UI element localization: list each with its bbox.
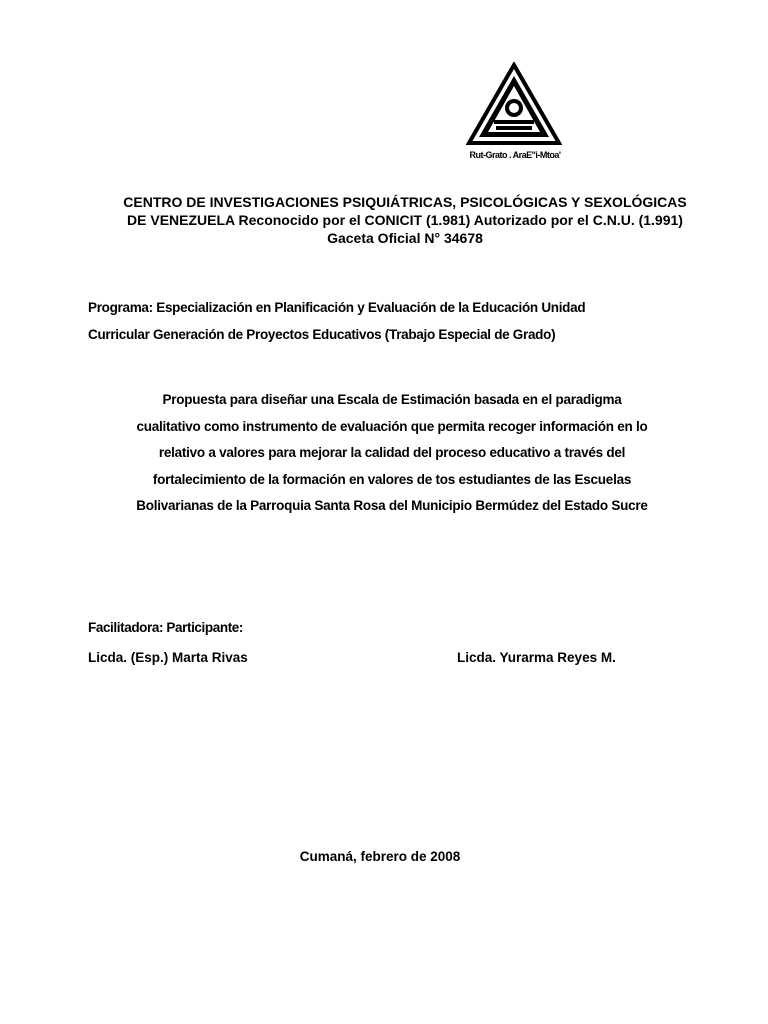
- proposal-line: cualitativo como instrumento de evaluación que permita recoger información en lo: [136, 418, 648, 434]
- proposal-line: relativo a valores para mejorar la calidad del proceso educativo a través del: [158, 445, 626, 460]
- program-line: Curricular Generación de Proyectos Educativos (Trabajo Especial de Grado): [88, 327, 556, 342]
- header-line: DE VENEZUELA Reconocido por el CONICIT (1.981) Autorizado por el C.N.U. (1.991): [127, 212, 683, 228]
- program-description: [88, 294, 728, 348]
- program-line: Programa: Especialización en Planificación y Evaluación de la Educación Unidad: [88, 300, 586, 315]
- proposal-title: [90, 387, 694, 520]
- proposal-line: Bolivarianas de la Parroquia Santa Rosa del Municipio Bermúdez del Estado Sucre: [136, 498, 648, 513]
- header-line: CENTRO DE INVESTIGACIONES PSIQUIÁTRICAS, PSICOLÓGICAS Y SEXOLÓGICAS: [123, 194, 687, 210]
- place-and-date: Cumaná, febrero de 2008: [299, 849, 461, 864]
- facilitator-name: Licda. (Esp.) Marta Rivas: [88, 650, 248, 665]
- header-line: Gaceta Oficial N° 34678: [327, 230, 483, 246]
- roles-label: Facilitadora: Participante:: [88, 620, 243, 635]
- proposal-line: fortalecimiento de la formación en valores de tos estudiantes de las Escuelas: [152, 471, 632, 487]
- participant-name: Licda. Yurarma Reyes M.: [457, 650, 616, 665]
- seal-caption: Rut-Grato . AraE"i-Mtoa': [469, 150, 561, 160]
- proposal-line: Propuesta para diseñar una Escala de Estimación basada en el paradigma: [162, 392, 622, 407]
- institution-header: [60, 193, 750, 247]
- institution-seal-icon: [466, 62, 562, 146]
